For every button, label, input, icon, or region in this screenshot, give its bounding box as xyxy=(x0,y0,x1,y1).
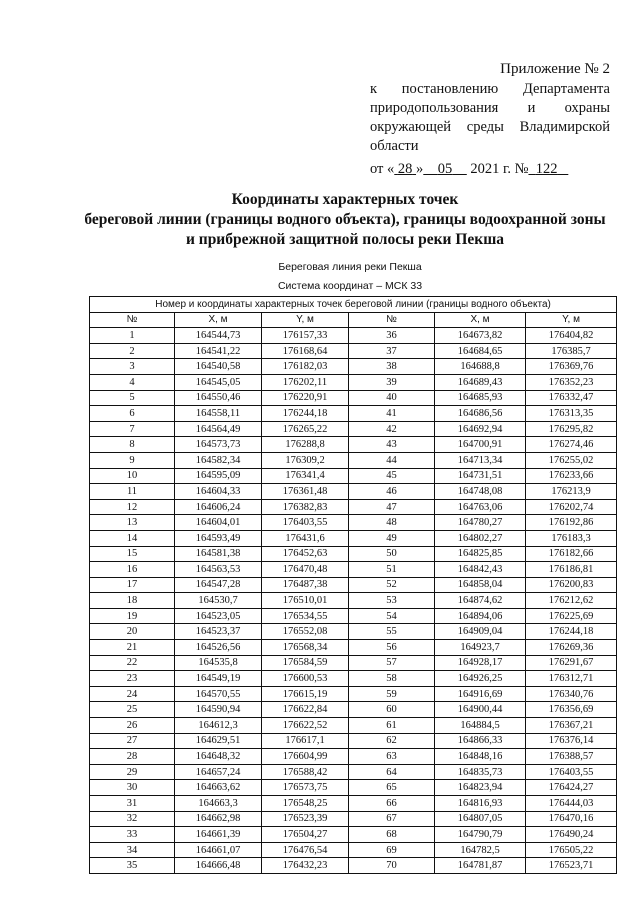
coordinate-system: Система координат – МСК 33 xyxy=(277,280,423,292)
point-number: 3 xyxy=(90,359,175,375)
point-number: 18 xyxy=(90,593,175,609)
point-number: 20 xyxy=(90,624,175,640)
x-coordinate: 164661,07 xyxy=(175,842,262,858)
y-coordinate: 176157,33 xyxy=(262,328,349,344)
annex-title: Приложение № 2 xyxy=(500,61,610,77)
table-row xyxy=(90,811,617,827)
annex-line-3: окружающей среды Владимирской xyxy=(370,119,610,135)
y-coordinate: 176200,83 xyxy=(526,577,617,593)
point-number: 43 xyxy=(349,437,435,453)
table-row xyxy=(90,702,617,718)
x-coordinate: 164928,17 xyxy=(435,655,526,671)
point-number: 42 xyxy=(349,421,435,437)
point-number: 44 xyxy=(349,452,435,468)
table-row xyxy=(90,686,617,702)
point-number: 7 xyxy=(90,421,175,437)
x-coordinate: 164606,24 xyxy=(175,499,262,515)
point-number: 13 xyxy=(90,515,175,531)
point-number: 62 xyxy=(349,733,435,749)
x-coordinate: 164549,19 xyxy=(175,671,262,687)
table-row xyxy=(90,437,617,453)
y-coordinate: 176309,2 xyxy=(262,452,349,468)
x-coordinate: 164858,04 xyxy=(435,577,526,593)
table-row xyxy=(90,359,617,375)
point-number: 41 xyxy=(349,406,435,422)
table-row xyxy=(90,608,617,624)
table-row xyxy=(90,468,617,484)
x-coordinate: 164823,94 xyxy=(435,780,526,796)
point-number: 9 xyxy=(90,452,175,468)
x-coordinate: 164763,06 xyxy=(435,499,526,515)
x-coordinate: 164662,98 xyxy=(175,811,262,827)
point-number: 15 xyxy=(90,546,175,562)
header-x: X, м xyxy=(175,312,262,328)
y-coordinate: 176255,02 xyxy=(526,452,617,468)
x-coordinate: 164816,93 xyxy=(435,796,526,812)
point-number: 53 xyxy=(349,593,435,609)
point-number: 29 xyxy=(90,764,175,780)
y-coordinate: 176424,27 xyxy=(526,780,617,796)
table-row xyxy=(90,640,617,656)
table-row xyxy=(90,499,617,515)
table-caption: Номер и координаты характерных точек береговой линии (границы водного объекта) xyxy=(90,297,617,313)
y-coordinate: 176182,03 xyxy=(262,359,349,375)
point-number: 19 xyxy=(90,608,175,624)
point-number: 24 xyxy=(90,686,175,702)
x-coordinate: 164523,37 xyxy=(175,624,262,640)
table-row xyxy=(90,749,617,765)
point-number: 17 xyxy=(90,577,175,593)
y-coordinate: 176340,76 xyxy=(526,686,617,702)
point-number: 69 xyxy=(349,842,435,858)
table-row xyxy=(90,328,617,344)
point-number: 59 xyxy=(349,686,435,702)
y-coordinate: 176341,4 xyxy=(262,468,349,484)
x-coordinate: 164573,73 xyxy=(175,437,262,453)
y-coordinate: 176186,81 xyxy=(526,562,617,578)
y-coordinate: 176505,22 xyxy=(526,842,617,858)
table-row xyxy=(90,718,617,734)
x-coordinate: 164540,58 xyxy=(175,359,262,375)
x-coordinate: 164874,62 xyxy=(435,593,526,609)
point-number: 49 xyxy=(349,530,435,546)
x-coordinate: 164558,11 xyxy=(175,406,262,422)
y-coordinate: 176182,66 xyxy=(526,546,617,562)
x-coordinate: 164684,65 xyxy=(435,343,526,359)
point-number: 68 xyxy=(349,827,435,843)
date-month: 05 xyxy=(437,161,453,177)
point-number: 34 xyxy=(90,842,175,858)
y-coordinate: 176220,91 xyxy=(262,390,349,406)
table-row xyxy=(90,858,617,874)
y-coordinate: 176510,01 xyxy=(262,593,349,609)
y-coordinate: 176552,08 xyxy=(262,624,349,640)
title-line-1: Координаты характерных точек xyxy=(231,191,459,208)
y-coordinate: 176212,62 xyxy=(526,593,617,609)
y-coordinate: 176615,19 xyxy=(262,686,349,702)
point-number: 31 xyxy=(90,796,175,812)
y-coordinate: 176523,71 xyxy=(526,858,617,874)
x-coordinate: 164835,73 xyxy=(435,764,526,780)
point-number: 54 xyxy=(349,608,435,624)
y-coordinate: 176403,55 xyxy=(262,515,349,531)
point-number: 21 xyxy=(90,640,175,656)
point-number: 70 xyxy=(349,858,435,874)
y-coordinate: 176213,9 xyxy=(526,484,617,500)
point-number: 23 xyxy=(90,671,175,687)
y-coordinate: 176568,34 xyxy=(262,640,349,656)
x-coordinate: 164692,94 xyxy=(435,421,526,437)
x-coordinate: 164802,27 xyxy=(435,530,526,546)
x-coordinate: 164700,91 xyxy=(435,437,526,453)
point-number: 14 xyxy=(90,530,175,546)
y-coordinate: 176168,64 xyxy=(262,343,349,359)
x-coordinate: 164544,73 xyxy=(175,328,262,344)
annex-line-2: природопользования и охраны xyxy=(370,100,610,116)
annex-block xyxy=(370,60,610,179)
y-coordinate: 176202,11 xyxy=(262,374,349,390)
x-coordinate: 164541,22 xyxy=(175,343,262,359)
point-number: 32 xyxy=(90,811,175,827)
date-day: 28 xyxy=(397,161,413,177)
point-number: 22 xyxy=(90,655,175,671)
y-coordinate: 176573,75 xyxy=(262,780,349,796)
point-number: 40 xyxy=(349,390,435,406)
point-number: 5 xyxy=(90,390,175,406)
y-coordinate: 176376,14 xyxy=(526,733,617,749)
y-coordinate: 176265,22 xyxy=(262,421,349,437)
date-year: 2021 г. № xyxy=(470,161,529,177)
table-row xyxy=(90,655,617,671)
x-coordinate: 164916,69 xyxy=(435,686,526,702)
y-coordinate: 176490,24 xyxy=(526,827,617,843)
y-coordinate: 176404,82 xyxy=(526,328,617,344)
table-row xyxy=(90,530,617,546)
y-coordinate: 176274,46 xyxy=(526,437,617,453)
y-coordinate: 176361,48 xyxy=(262,484,349,500)
x-coordinate: 164848,16 xyxy=(435,749,526,765)
table-row xyxy=(90,827,617,843)
document-title xyxy=(70,190,620,250)
table-row xyxy=(90,593,617,609)
x-coordinate: 164663,3 xyxy=(175,796,262,812)
table-row xyxy=(90,671,617,687)
y-coordinate: 176523,39 xyxy=(262,811,349,827)
y-coordinate: 176183,3 xyxy=(526,530,617,546)
y-coordinate: 176367,21 xyxy=(526,718,617,734)
x-coordinate: 164595,09 xyxy=(175,468,262,484)
x-coordinate: 164884,5 xyxy=(435,718,526,734)
point-number: 8 xyxy=(90,437,175,453)
x-coordinate: 164564,49 xyxy=(175,421,262,437)
y-coordinate: 176244,18 xyxy=(526,624,617,640)
point-number: 58 xyxy=(349,671,435,687)
y-coordinate: 176476,54 xyxy=(262,842,349,858)
x-coordinate: 164807,05 xyxy=(435,811,526,827)
y-coordinate: 176385,7 xyxy=(526,343,617,359)
y-coordinate: 176432,23 xyxy=(262,858,349,874)
point-number: 6 xyxy=(90,406,175,422)
y-coordinate: 176244,18 xyxy=(262,406,349,422)
point-number: 47 xyxy=(349,499,435,515)
header-x: X, м xyxy=(435,312,526,328)
y-coordinate: 176622,84 xyxy=(262,702,349,718)
annex-date-line xyxy=(370,160,610,179)
header-number: № xyxy=(90,312,175,328)
decree-number: 122 xyxy=(535,161,558,177)
date-prefix: от « xyxy=(370,161,395,177)
header-y: Y, м xyxy=(262,312,349,328)
table-row xyxy=(90,390,617,406)
header-number: № xyxy=(349,312,435,328)
x-coordinate: 164657,24 xyxy=(175,764,262,780)
x-coordinate: 164648,32 xyxy=(175,749,262,765)
y-coordinate: 176295,82 xyxy=(526,421,617,437)
annex-line-4: области xyxy=(370,138,419,154)
x-coordinate: 164790,79 xyxy=(435,827,526,843)
x-coordinate: 164523,05 xyxy=(175,608,262,624)
point-number: 63 xyxy=(349,749,435,765)
annex-line-1: к постановлению Департамента xyxy=(370,81,610,97)
y-coordinate: 176600,53 xyxy=(262,671,349,687)
y-coordinate: 176313,35 xyxy=(526,406,617,422)
point-number: 45 xyxy=(349,468,435,484)
table-row xyxy=(90,624,617,640)
x-coordinate: 164547,28 xyxy=(175,577,262,593)
point-number: 37 xyxy=(349,343,435,359)
point-number: 25 xyxy=(90,702,175,718)
x-coordinate: 164570,55 xyxy=(175,686,262,702)
point-number: 12 xyxy=(90,499,175,515)
x-coordinate: 164688,8 xyxy=(435,359,526,375)
table-row xyxy=(90,452,617,468)
point-number: 66 xyxy=(349,796,435,812)
y-coordinate: 176534,55 xyxy=(262,608,349,624)
point-number: 10 xyxy=(90,468,175,484)
y-coordinate: 176504,27 xyxy=(262,827,349,843)
y-coordinate: 176369,76 xyxy=(526,359,617,375)
table-row xyxy=(90,577,617,593)
shoreline-subtitle: Береговая линия реки Пекша xyxy=(278,261,422,273)
y-coordinate: 176431,6 xyxy=(262,530,349,546)
y-coordinate: 176382,83 xyxy=(262,499,349,515)
y-coordinate: 176352,23 xyxy=(526,374,617,390)
table-header-row xyxy=(90,312,617,328)
x-coordinate: 164550,46 xyxy=(175,390,262,406)
x-coordinate: 164590,94 xyxy=(175,702,262,718)
y-coordinate: 176403,55 xyxy=(526,764,617,780)
table-row xyxy=(90,546,617,562)
point-number: 39 xyxy=(349,374,435,390)
y-coordinate: 176487,38 xyxy=(262,577,349,593)
table-row xyxy=(90,764,617,780)
point-number: 46 xyxy=(349,484,435,500)
x-coordinate: 164604,33 xyxy=(175,484,262,500)
x-coordinate: 164926,25 xyxy=(435,671,526,687)
point-number: 27 xyxy=(90,733,175,749)
y-coordinate: 176288,8 xyxy=(262,437,349,453)
table-row xyxy=(90,374,617,390)
point-number: 48 xyxy=(349,515,435,531)
y-coordinate: 176444,03 xyxy=(526,796,617,812)
point-number: 55 xyxy=(349,624,435,640)
y-coordinate: 176291,67 xyxy=(526,655,617,671)
x-coordinate: 164563,53 xyxy=(175,562,262,578)
x-coordinate: 164673,82 xyxy=(435,328,526,344)
y-coordinate: 176233,66 xyxy=(526,468,617,484)
table-row xyxy=(90,484,617,500)
x-coordinate: 164666,48 xyxy=(175,858,262,874)
table-row xyxy=(90,842,617,858)
x-coordinate: 164748,08 xyxy=(435,484,526,500)
point-number: 50 xyxy=(349,546,435,562)
x-coordinate: 164612,3 xyxy=(175,718,262,734)
y-coordinate: 176312,71 xyxy=(526,671,617,687)
y-coordinate: 176225,69 xyxy=(526,608,617,624)
y-coordinate: 176584,59 xyxy=(262,655,349,671)
x-coordinate: 164686,56 xyxy=(435,406,526,422)
y-coordinate: 176202,74 xyxy=(526,499,617,515)
table-row xyxy=(90,733,617,749)
y-coordinate: 176548,25 xyxy=(262,796,349,812)
title-line-2: береговой линии (границы водного объекта), границы водоохранной зоны xyxy=(84,211,606,228)
x-coordinate: 164535,8 xyxy=(175,655,262,671)
coordinates-table xyxy=(89,296,617,874)
point-number: 52 xyxy=(349,577,435,593)
table-row xyxy=(90,562,617,578)
y-coordinate: 176332,47 xyxy=(526,390,617,406)
table-body xyxy=(90,328,617,874)
x-coordinate: 164689,43 xyxy=(435,374,526,390)
x-coordinate: 164900,44 xyxy=(435,702,526,718)
y-coordinate: 176452,63 xyxy=(262,546,349,562)
point-number: 57 xyxy=(349,655,435,671)
title-line-3: и прибрежной защитной полосы реки Пекша xyxy=(185,231,505,248)
x-coordinate: 164593,49 xyxy=(175,530,262,546)
x-coordinate: 164780,27 xyxy=(435,515,526,531)
x-coordinate: 164526,56 xyxy=(175,640,262,656)
table-row xyxy=(90,343,617,359)
date-mid: » xyxy=(416,161,424,177)
point-number: 64 xyxy=(349,764,435,780)
point-number: 30 xyxy=(90,780,175,796)
y-coordinate: 176470,16 xyxy=(526,811,617,827)
y-coordinate: 176588,42 xyxy=(262,764,349,780)
x-coordinate: 164661,39 xyxy=(175,827,262,843)
point-number: 61 xyxy=(349,718,435,734)
point-number: 4 xyxy=(90,374,175,390)
x-coordinate: 164781,87 xyxy=(435,858,526,874)
x-coordinate: 164581,38 xyxy=(175,546,262,562)
point-number: 36 xyxy=(349,328,435,344)
x-coordinate: 164731,51 xyxy=(435,468,526,484)
point-number: 38 xyxy=(349,359,435,375)
x-coordinate: 164894,06 xyxy=(435,608,526,624)
point-number: 67 xyxy=(349,811,435,827)
point-number: 51 xyxy=(349,562,435,578)
x-coordinate: 164842,43 xyxy=(435,562,526,578)
x-coordinate: 164582,34 xyxy=(175,452,262,468)
x-coordinate: 164604,01 xyxy=(175,515,262,531)
point-number: 1 xyxy=(90,328,175,344)
table-row xyxy=(90,796,617,812)
x-coordinate: 164629,51 xyxy=(175,733,262,749)
y-coordinate: 176604,99 xyxy=(262,749,349,765)
y-coordinate: 176356,69 xyxy=(526,702,617,718)
x-coordinate: 164909,04 xyxy=(435,624,526,640)
point-number: 16 xyxy=(90,562,175,578)
x-coordinate: 164923,7 xyxy=(435,640,526,656)
y-coordinate: 176622,52 xyxy=(262,718,349,734)
table-row xyxy=(90,515,617,531)
x-coordinate: 164663,62 xyxy=(175,780,262,796)
x-coordinate: 164713,34 xyxy=(435,452,526,468)
point-number: 65 xyxy=(349,780,435,796)
x-coordinate: 164825,85 xyxy=(435,546,526,562)
x-coordinate: 164530,7 xyxy=(175,593,262,609)
point-number: 28 xyxy=(90,749,175,765)
x-coordinate: 164866,33 xyxy=(435,733,526,749)
header-y: Y, м xyxy=(526,312,617,328)
point-number: 26 xyxy=(90,718,175,734)
y-coordinate: 176192,86 xyxy=(526,515,617,531)
table-row xyxy=(90,421,617,437)
y-coordinate: 176388,57 xyxy=(526,749,617,765)
point-number: 33 xyxy=(90,827,175,843)
point-number: 56 xyxy=(349,640,435,656)
point-number: 60 xyxy=(349,702,435,718)
point-number: 35 xyxy=(90,858,175,874)
y-coordinate: 176269,36 xyxy=(526,640,617,656)
y-coordinate: 176470,48 xyxy=(262,562,349,578)
x-coordinate: 164782,5 xyxy=(435,842,526,858)
table-row xyxy=(90,406,617,422)
x-coordinate: 164545,05 xyxy=(175,374,262,390)
y-coordinate: 176617,1 xyxy=(262,733,349,749)
point-number: 11 xyxy=(90,484,175,500)
x-coordinate: 164685,93 xyxy=(435,390,526,406)
table-row xyxy=(90,780,617,796)
point-number: 2 xyxy=(90,343,175,359)
